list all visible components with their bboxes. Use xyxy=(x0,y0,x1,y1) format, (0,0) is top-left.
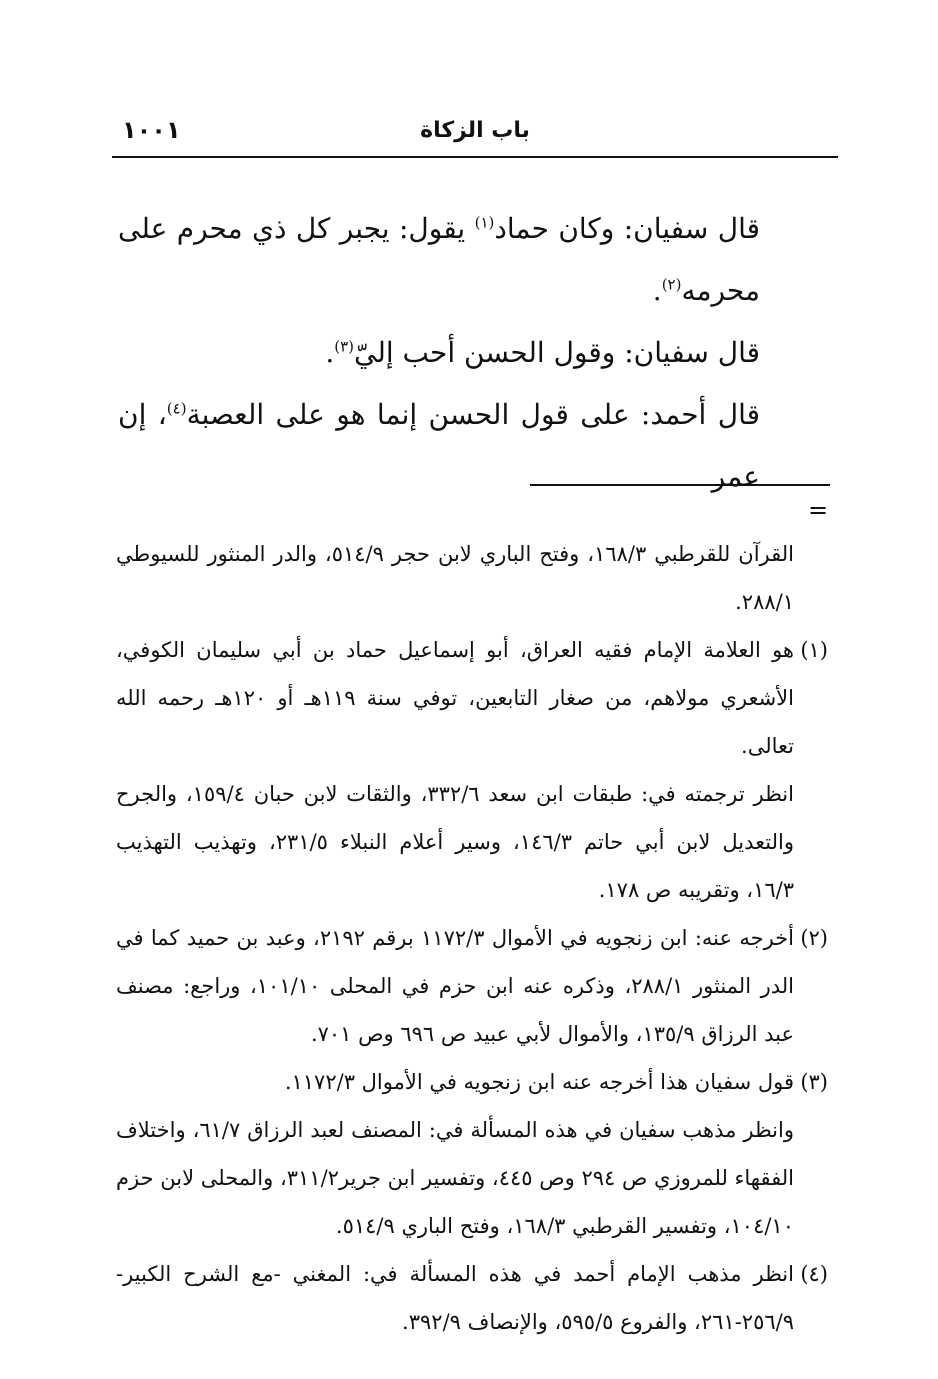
page-number: ١٠٠١ xyxy=(122,116,181,144)
main-text-segment: . xyxy=(652,274,662,307)
footnote-text: أخرجه عنه: ابن زنجويه في الأموال ١١٧٢/٣ برقم ٢١٩٢، وعبد بن حميد كما في الدر المنثور ٢٨٨/١، وذكره عنه ابن حزم في المحلى ١٠١/١٠، وراجع: مصنف عبد الرزاق ١٣٥/٩، والأموال لأبي عبيد ص ٦٩٦ وص ٧٠١. xyxy=(116,926,794,1046)
footnote-ref-1: (١) xyxy=(474,213,495,232)
main-text-segment: . xyxy=(325,336,335,369)
footnote-text: هو العلامة الإمام فقيه العراق، أبو إسماعيل حماد بن أبي سليمان الكوفي، الأشعري مولاهم، من صغار التابعين، توفي سنة ١١٩هـ أو ١٢٠هـ رحمه الله تعالى. xyxy=(116,638,794,758)
footnote-ref-4: (٤) xyxy=(166,399,187,418)
main-text xyxy=(118,198,760,508)
footnote-number: (٤) xyxy=(800,1262,828,1286)
running-header xyxy=(112,112,838,158)
footnote-4 xyxy=(116,1250,828,1346)
main-text-segment: قال سفيان: وقول الحسن أحب إليّ xyxy=(354,336,760,369)
footnote-number: (١) xyxy=(800,638,828,662)
main-text-segment: ، إن عمر xyxy=(118,398,760,493)
footnotes xyxy=(116,530,828,1346)
footnote-1 xyxy=(116,626,828,770)
main-paragraph-1 xyxy=(118,198,760,322)
chapter-title: باب الزكاة xyxy=(420,118,530,143)
footnote-text: قول سفيان هذا أخرجه عنه ابن زنجويه في الأموال ١١٧٢/٣. xyxy=(284,1070,794,1094)
main-text-segment: يقول: يجبر كل ذي محرم على محرمه xyxy=(118,212,760,307)
footnote-ref-3: (٣) xyxy=(334,337,354,356)
footnote-2 xyxy=(116,914,828,1058)
main-text-segment: قال سفيان: وكان حماد xyxy=(494,212,760,245)
footnote-continued: القرآن للقرطبي ١٦٨/٣، وفتح الباري لابن حجر ٥١٤/٩، والدر المنثور للسيوطي ٢٨٨/١. xyxy=(116,542,794,614)
footnote-3 xyxy=(116,1058,828,1106)
footnote-ref-2: (٢) xyxy=(661,275,682,294)
footnote-number: (٣) xyxy=(800,1070,828,1094)
main-paragraph-3 xyxy=(118,384,760,508)
main-paragraph-2 xyxy=(118,322,760,384)
footnote-3-references: وانظر مذهب سفيان في هذه المسألة في: المصنف لعبد الرزاق ٦١/٧، واختلاف الفقهاء للمروزي ص ٢٩٤ وص ٤٤٥، وتفسير ابن جرير٣١١/٢، والمحلى لابن حزم ١٠٤/١٠، وتفسير القرطبي ١٦٨/٣، وفتح الباري ٥١٤/٩. xyxy=(116,1118,794,1238)
footnote-text: انظر مذهب الإمام أحمد في هذه المسألة في: المغني -مع الشرح الكبير- ٢٥٦/٩-٢٦١، والفروع ٥٩٥/٥، والإنصاف ٣٩٢/٩. xyxy=(116,1262,794,1334)
footnote-number: (٢) xyxy=(800,926,828,950)
main-text-segment: قال أحمد: على قول الحسن إنما هو على العصبة xyxy=(186,398,760,431)
footnote-separator xyxy=(530,484,830,486)
footnote-1-references: انظر ترجمته في: طبقات ابن سعد ٣٣٢/٦، والثقات لابن حبان ١٥٩/٤، والجرح والتعديل لابن أبي حاتم ١٤٦/٣، وسير أعلام النبلاء ٢٣١/٥، وتهذيب التهذيب ١٦/٣، وتقريبه ص ١٧٨. xyxy=(116,782,794,902)
continuation-mark: = xyxy=(808,496,829,524)
